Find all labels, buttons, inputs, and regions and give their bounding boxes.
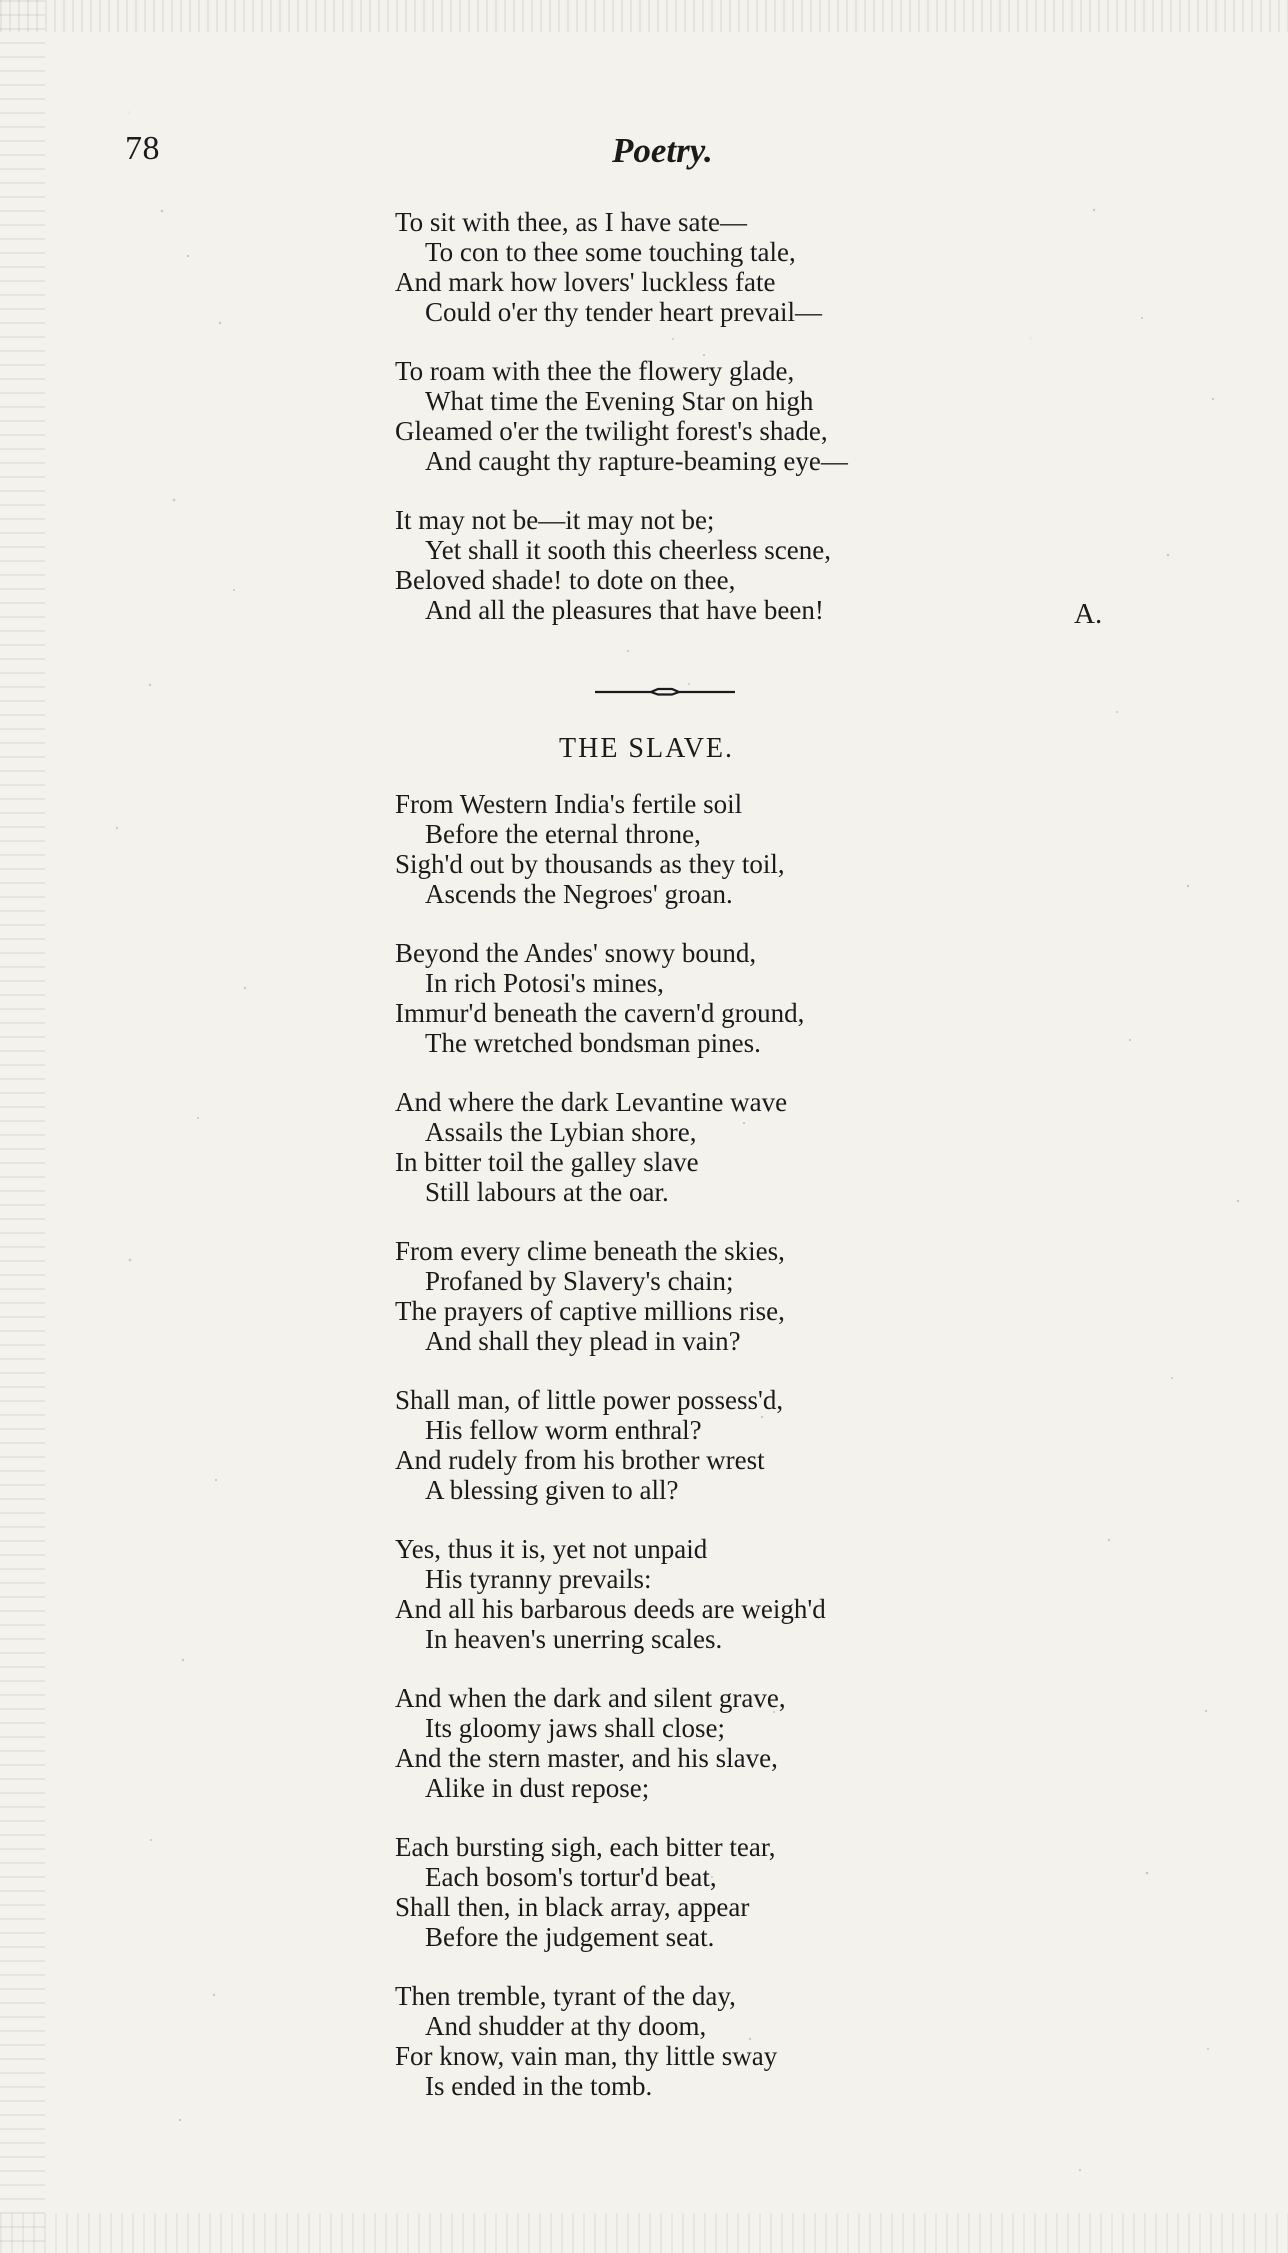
poem-line: A blessing given to all?	[425, 1475, 679, 1505]
poem-line: Is ended in the tomb.	[425, 2071, 653, 2101]
second-poem-stanza-6	[395, 1534, 975, 1654]
poem-line: In rich Potosi's mines,	[425, 968, 664, 998]
scan-bottom-edge	[0, 2213, 1288, 2253]
poem-title: THE SLAVE.	[559, 733, 735, 764]
poem-line: Shall then, in black array, appear	[395, 1892, 750, 1922]
poem-line: Immur'd beneath the cavern'd ground,	[395, 998, 805, 1028]
first-poem-stanza-1	[395, 207, 975, 327]
poem-line: For know, vain man, thy little sway	[395, 2041, 778, 2071]
first-poem-stanza-2	[395, 356, 975, 476]
second-poem-stanza-7	[395, 1683, 975, 1803]
poem-line: From Western India's fertile soil	[395, 789, 743, 819]
second-poem-stanza-5	[395, 1385, 975, 1505]
poem-line: Beyond the Andes' snowy bound,	[395, 938, 757, 968]
poem-line: In bitter toil the galley slave	[395, 1147, 699, 1177]
poem-line: Alike in dust repose;	[425, 1773, 650, 1803]
poem-line: Ascends the Negroes' groan.	[425, 879, 733, 909]
poem-line: What time the Evening Star on high	[425, 386, 814, 416]
margin-mark: A.	[1074, 598, 1103, 630]
second-poem-stanza-1	[395, 789, 975, 909]
second-poem-stanza-3	[395, 1087, 975, 1207]
second-poem	[395, 789, 975, 2130]
second-poem-stanza-9	[395, 1981, 975, 2101]
poem-line: And all the pleasures that have been!	[425, 595, 824, 625]
poem-line: And when the dark and silent grave,	[395, 1683, 786, 1713]
second-poem-stanza-4	[395, 1236, 975, 1356]
poem-line: And caught thy rapture-beaming eye—	[425, 446, 848, 476]
second-poem-stanza-8	[395, 1832, 975, 1952]
poem-line: And rudely from his brother wrest	[395, 1445, 765, 1475]
poem-line: Assails the Lybian shore,	[425, 1117, 697, 1147]
scan-left-edge	[0, 0, 45, 2253]
section-divider-ornament	[595, 687, 735, 697]
poem-line: Yes, thus it is, yet not unpaid	[395, 1534, 708, 1564]
poem-line: Profaned by Slavery's chain;	[425, 1266, 734, 1296]
page-number: 78	[125, 130, 160, 167]
poem-line: It may not be—it may not be;	[395, 505, 715, 535]
poem-line: And mark how lovers' luckless fate	[395, 267, 776, 297]
poem-line: To roam with thee the flowery glade,	[395, 356, 795, 386]
poem-line: The wretched bondsman pines.	[425, 1028, 761, 1058]
poem-line: And shall they plead in vain?	[425, 1326, 741, 1356]
poem-line: Shall man, of little power possess'd,	[395, 1385, 784, 1415]
running-head: Poetry.	[612, 131, 713, 170]
poem-line: And the stern master, and his slave,	[395, 1743, 778, 1773]
poem-line: To con to thee some touching tale,	[425, 237, 796, 267]
scan-top-edge	[0, 0, 1288, 32]
poem-line: Before the eternal throne,	[425, 819, 701, 849]
poem-line: And all his barbarous deeds are weigh'd	[395, 1594, 826, 1624]
poem-line: And where the dark Levantine wave	[395, 1087, 788, 1117]
poem-line: Sigh'd out by thousands as they toil,	[395, 849, 785, 879]
first-poem-stanza-3	[395, 505, 975, 625]
poem-line: Each bosom's tortur'd beat,	[425, 1862, 717, 1892]
poem-line: Beloved shade! to dote on thee,	[395, 565, 736, 595]
poem-line: The prayers of captive millions rise,	[395, 1296, 785, 1326]
poem-line: Then tremble, tyrant of the day,	[395, 1981, 736, 2011]
poem-line: Yet shall it sooth this cheerless scene,	[425, 535, 831, 565]
poem-line: Before the judgement seat.	[425, 1922, 715, 1952]
poem-line: And shudder at thy doom,	[425, 2011, 707, 2041]
poem-line: Each bursting sigh, each bitter tear,	[395, 1832, 776, 1862]
poem-line: His tyranny prevails:	[425, 1564, 652, 1594]
second-poem-stanza-2	[395, 938, 975, 1058]
poem-line: To sit with thee, as I have sate—	[395, 207, 748, 237]
poem-line: Could o'er thy tender heart prevail—	[425, 297, 822, 327]
poem-line: His fellow worm enthral?	[425, 1415, 702, 1445]
poem-line: Its gloomy jaws shall close;	[425, 1713, 725, 1743]
poem-line: From every clime beneath the skies,	[395, 1236, 785, 1266]
poem-line: Still labours at the oar.	[425, 1177, 669, 1207]
first-poem	[395, 207, 975, 654]
poem-line: Gleamed o'er the twilight forest's shade,	[395, 416, 828, 446]
poem-line: In heaven's unerring scales.	[425, 1624, 723, 1654]
